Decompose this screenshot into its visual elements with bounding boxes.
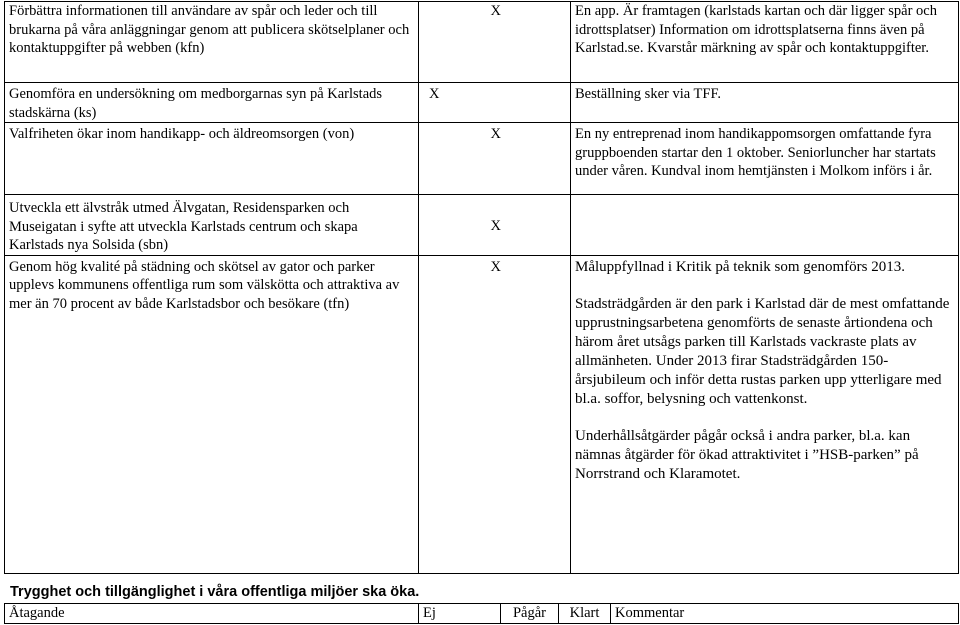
comment-paragraph: Underhållsåtgärder pågår också i andra parker, bl.a. kan nämnas åtgärder för ökad attraktivitet i ”HSB-parken” på Norrstrand och Klaramotet.	[575, 427, 919, 482]
comment-paragraph: Måluppfyllnad i Kritik på teknik som genomförs 2013.	[575, 258, 905, 275]
section-title: Trygghet och tillgänglighet i våra offentliga miljöer ska öka.	[10, 584, 420, 600]
pagar-mark: X	[490, 3, 501, 19]
comment-cell	[571, 83, 959, 123]
commitment-cell	[5, 123, 419, 195]
comment-text: En ny entreprenad inom handikappomsorgen omfattande fyra gruppboenden startar den 1 oktober. Seniorluncher har startats under våren. Kundval inom hemtjänsten i Molkom införs i år.	[575, 126, 936, 179]
commitment-text: Genomföra en undersökning om medborgarnas syn på Karlstads stadskärna (ks)	[9, 86, 383, 121]
klart-cell	[519, 255, 571, 573]
klart-cell	[519, 2, 571, 83]
klart-cell	[519, 123, 571, 195]
comment-cell	[571, 2, 959, 83]
table-header-row	[5, 604, 959, 624]
ej-cell	[419, 255, 469, 573]
table-row	[5, 195, 959, 256]
ej-cell	[419, 195, 469, 256]
pagar-cell	[469, 2, 519, 83]
comment-cell	[571, 195, 959, 256]
comment-cell	[571, 255, 959, 573]
commitment-cell	[5, 83, 419, 123]
comment-cell	[571, 123, 959, 195]
pagar-mark: X	[490, 126, 501, 142]
klart-cell	[519, 83, 571, 123]
klart-cell	[519, 195, 571, 256]
comment-paragraph: Stadsträdgården är den park i Karlstad där de mest omfattande upprustningsarbetena genomförts de senaste årtiondena och härom året utsågs parken till Karlstads vackraste plats av allmänheten. Under 2013 firar Stadsträdgården 150-årsjubileum och inför detta rustas parken upp ytterligare med bl.a. soffor, belysning och vattenkonst.	[575, 295, 950, 407]
header-atagande: Åtagande	[5, 604, 419, 624]
comment-text: En app. Är framtagen (karlstads kartan och där ligger spår och idrottsplatser) Information om idrottsplatserna finns även på Karlstad.se. Kvarstår märkning av spår och kontaktuppgifter.	[575, 3, 937, 56]
ej-cell	[419, 83, 469, 123]
commitment-text: Utveckla ett älvstråk utmed Älvgatan, Residensparken och Museigatan i syfte att utveckla Karlstads centrum och skapa Karlstads nya Solsida (sbn)	[9, 200, 358, 253]
pagar-cell	[469, 255, 519, 573]
table-row	[5, 2, 959, 83]
ej-cell	[419, 123, 469, 195]
pagar-mark: X	[490, 218, 501, 234]
pagar-cell	[469, 83, 519, 123]
pagar-cell	[469, 195, 519, 256]
commitments-table	[4, 1, 959, 574]
pagar-cell	[469, 123, 519, 195]
commitment-text: Förbättra informationen till användare av spår och leder och till brukarna på våra anläggningar genom att publicera skötselplaner och kontaktuppgifter på webben (kfn)	[9, 3, 410, 56]
table-row	[5, 123, 959, 195]
ej-cell	[419, 2, 469, 83]
ej-mark: X	[429, 86, 440, 102]
pagar-mark: X	[490, 258, 501, 275]
commitment-cell	[5, 255, 419, 573]
header-kommentar: Kommentar	[611, 604, 959, 624]
commitment-text: Valfriheten ökar inom handikapp- och äldreomsorgen (von)	[9, 126, 355, 142]
header-pagar: Pågår	[501, 604, 559, 624]
commitment-cell	[5, 195, 419, 256]
commitment-text: Genom hög kvalité på städning och skötsel av gator och parker upplevs kommunens offentliga rum som välskötta och attraktiva av mer än 70 procent av både Karlstadsbor och besökare (tfn)	[9, 258, 400, 312]
header-ej: Ej	[419, 604, 501, 624]
table-row	[5, 255, 959, 573]
table-row	[5, 83, 959, 123]
header-klart: Klart	[559, 604, 611, 624]
next-table-header	[4, 603, 959, 624]
commitment-cell	[5, 2, 419, 83]
comment-text: Beställning sker via TFF.	[575, 86, 721, 102]
